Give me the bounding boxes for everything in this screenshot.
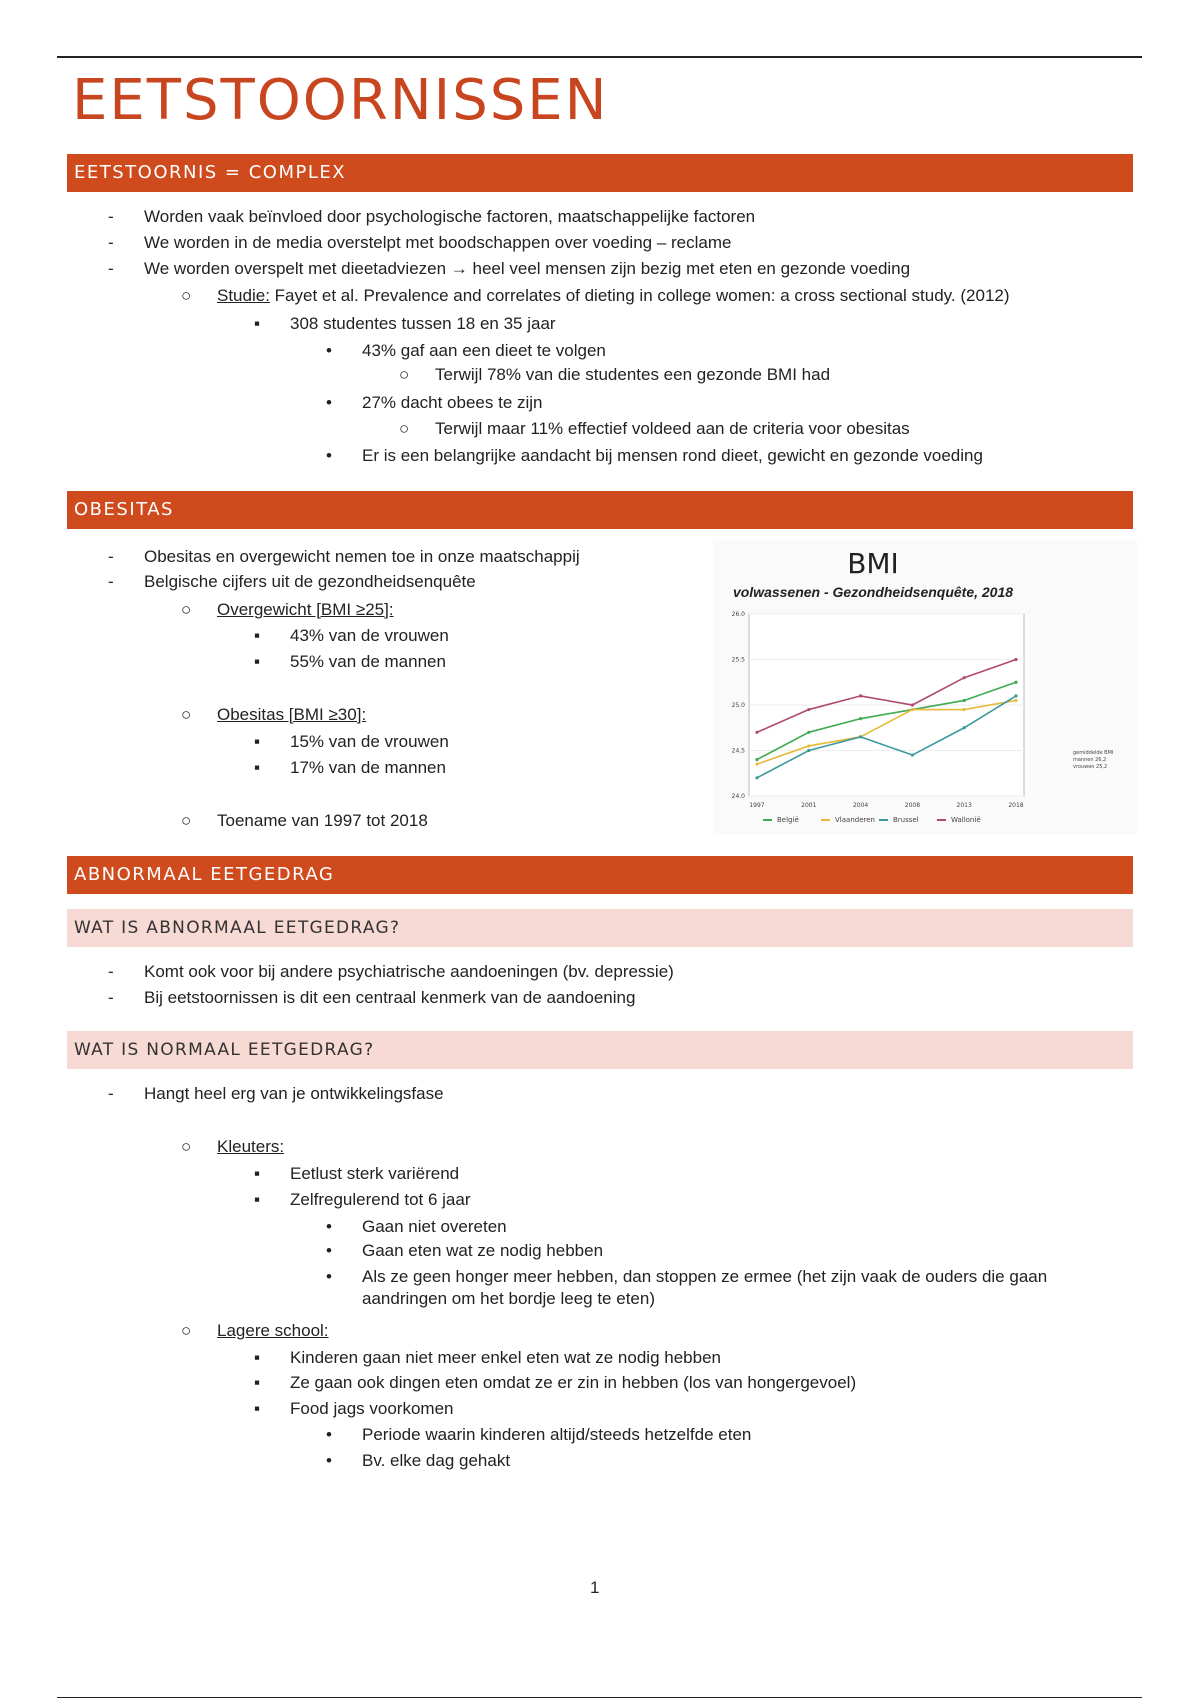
annotation-line: vrouwen 25,2 — [1073, 764, 1108, 770]
bmi-chart — [713, 540, 1137, 835]
x-tick-label: 1997 — [749, 802, 765, 809]
data-point — [911, 703, 914, 706]
data-point — [807, 708, 810, 711]
legend-entry: België — [777, 816, 799, 824]
section-heading-abnormaal: ABNORMAAL EETGEDRAG — [67, 856, 1133, 894]
x-tick-label: 2004 — [852, 802, 869, 809]
data-point — [963, 708, 966, 711]
data-point — [859, 694, 862, 697]
x-tick-label: 2018 — [1008, 802, 1024, 809]
annotation-line: mannen 26,2 — [1073, 757, 1107, 763]
chart-legend — [763, 816, 981, 824]
data-point — [911, 753, 914, 756]
data-point — [911, 708, 914, 711]
study-text: Fayet et al. Prevalence and correlates of dieting in college women: a cross sectional study. (2012) — [269, 286, 1010, 305]
y-tick-label: 25.5 — [731, 656, 745, 664]
annotation-line: gemiddelde BMI — [1073, 750, 1114, 756]
data-point — [1014, 681, 1017, 684]
data-point — [1014, 699, 1017, 702]
legend-entry: Wallonië — [951, 816, 981, 824]
data-point — [1014, 658, 1017, 661]
data-point — [807, 731, 810, 734]
y-tick-label: 25.0 — [731, 702, 745, 709]
legend-entry: Brussel — [893, 816, 919, 824]
page-number: 1 — [590, 1578, 600, 1597]
subheading-normaal: WAT IS NORMAAL EETGEDRAG? — [67, 1031, 1133, 1069]
x-tick-label: 2008 — [904, 802, 921, 809]
data-point — [1014, 694, 1017, 697]
top-rule — [57, 56, 1142, 58]
data-point — [963, 699, 966, 702]
section-heading-obesitas: OBESITAS — [67, 491, 1133, 529]
data-point — [859, 717, 862, 720]
document-title: EETSTOORNISSEN — [72, 68, 609, 133]
data-point — [755, 776, 758, 779]
study-label: Studie: — [217, 286, 270, 305]
x-tick-label: 2001 — [801, 802, 817, 809]
bottom-rule — [57, 1697, 1142, 1698]
data-point — [963, 676, 966, 679]
bmi-chart-svg — [713, 540, 1137, 835]
legend-entry: Vlaanderen — [835, 816, 875, 824]
y-tick-label: 26.0 — [731, 611, 745, 618]
y-tick-label: 24.5 — [731, 747, 745, 755]
y-tick-label: 24.0 — [731, 793, 745, 800]
data-point — [755, 731, 758, 734]
chart-subtitle: volwassenen - Gezondheidsenquête, 2018 — [732, 584, 1014, 600]
chart-title: BMI — [847, 547, 899, 580]
section-heading-complex: EETSTOORNIS = COMPLEX — [67, 154, 1133, 192]
data-point — [807, 749, 810, 752]
chart-annotation — [1073, 750, 1113, 770]
data-point — [859, 735, 862, 738]
data-point — [755, 763, 758, 766]
data-point — [963, 726, 966, 729]
x-tick-label: 2013 — [956, 802, 972, 809]
data-point — [755, 758, 758, 761]
subheading-abnormaal: WAT IS ABNORMAAL EETGEDRAG? — [67, 909, 1133, 947]
data-point — [807, 744, 810, 747]
